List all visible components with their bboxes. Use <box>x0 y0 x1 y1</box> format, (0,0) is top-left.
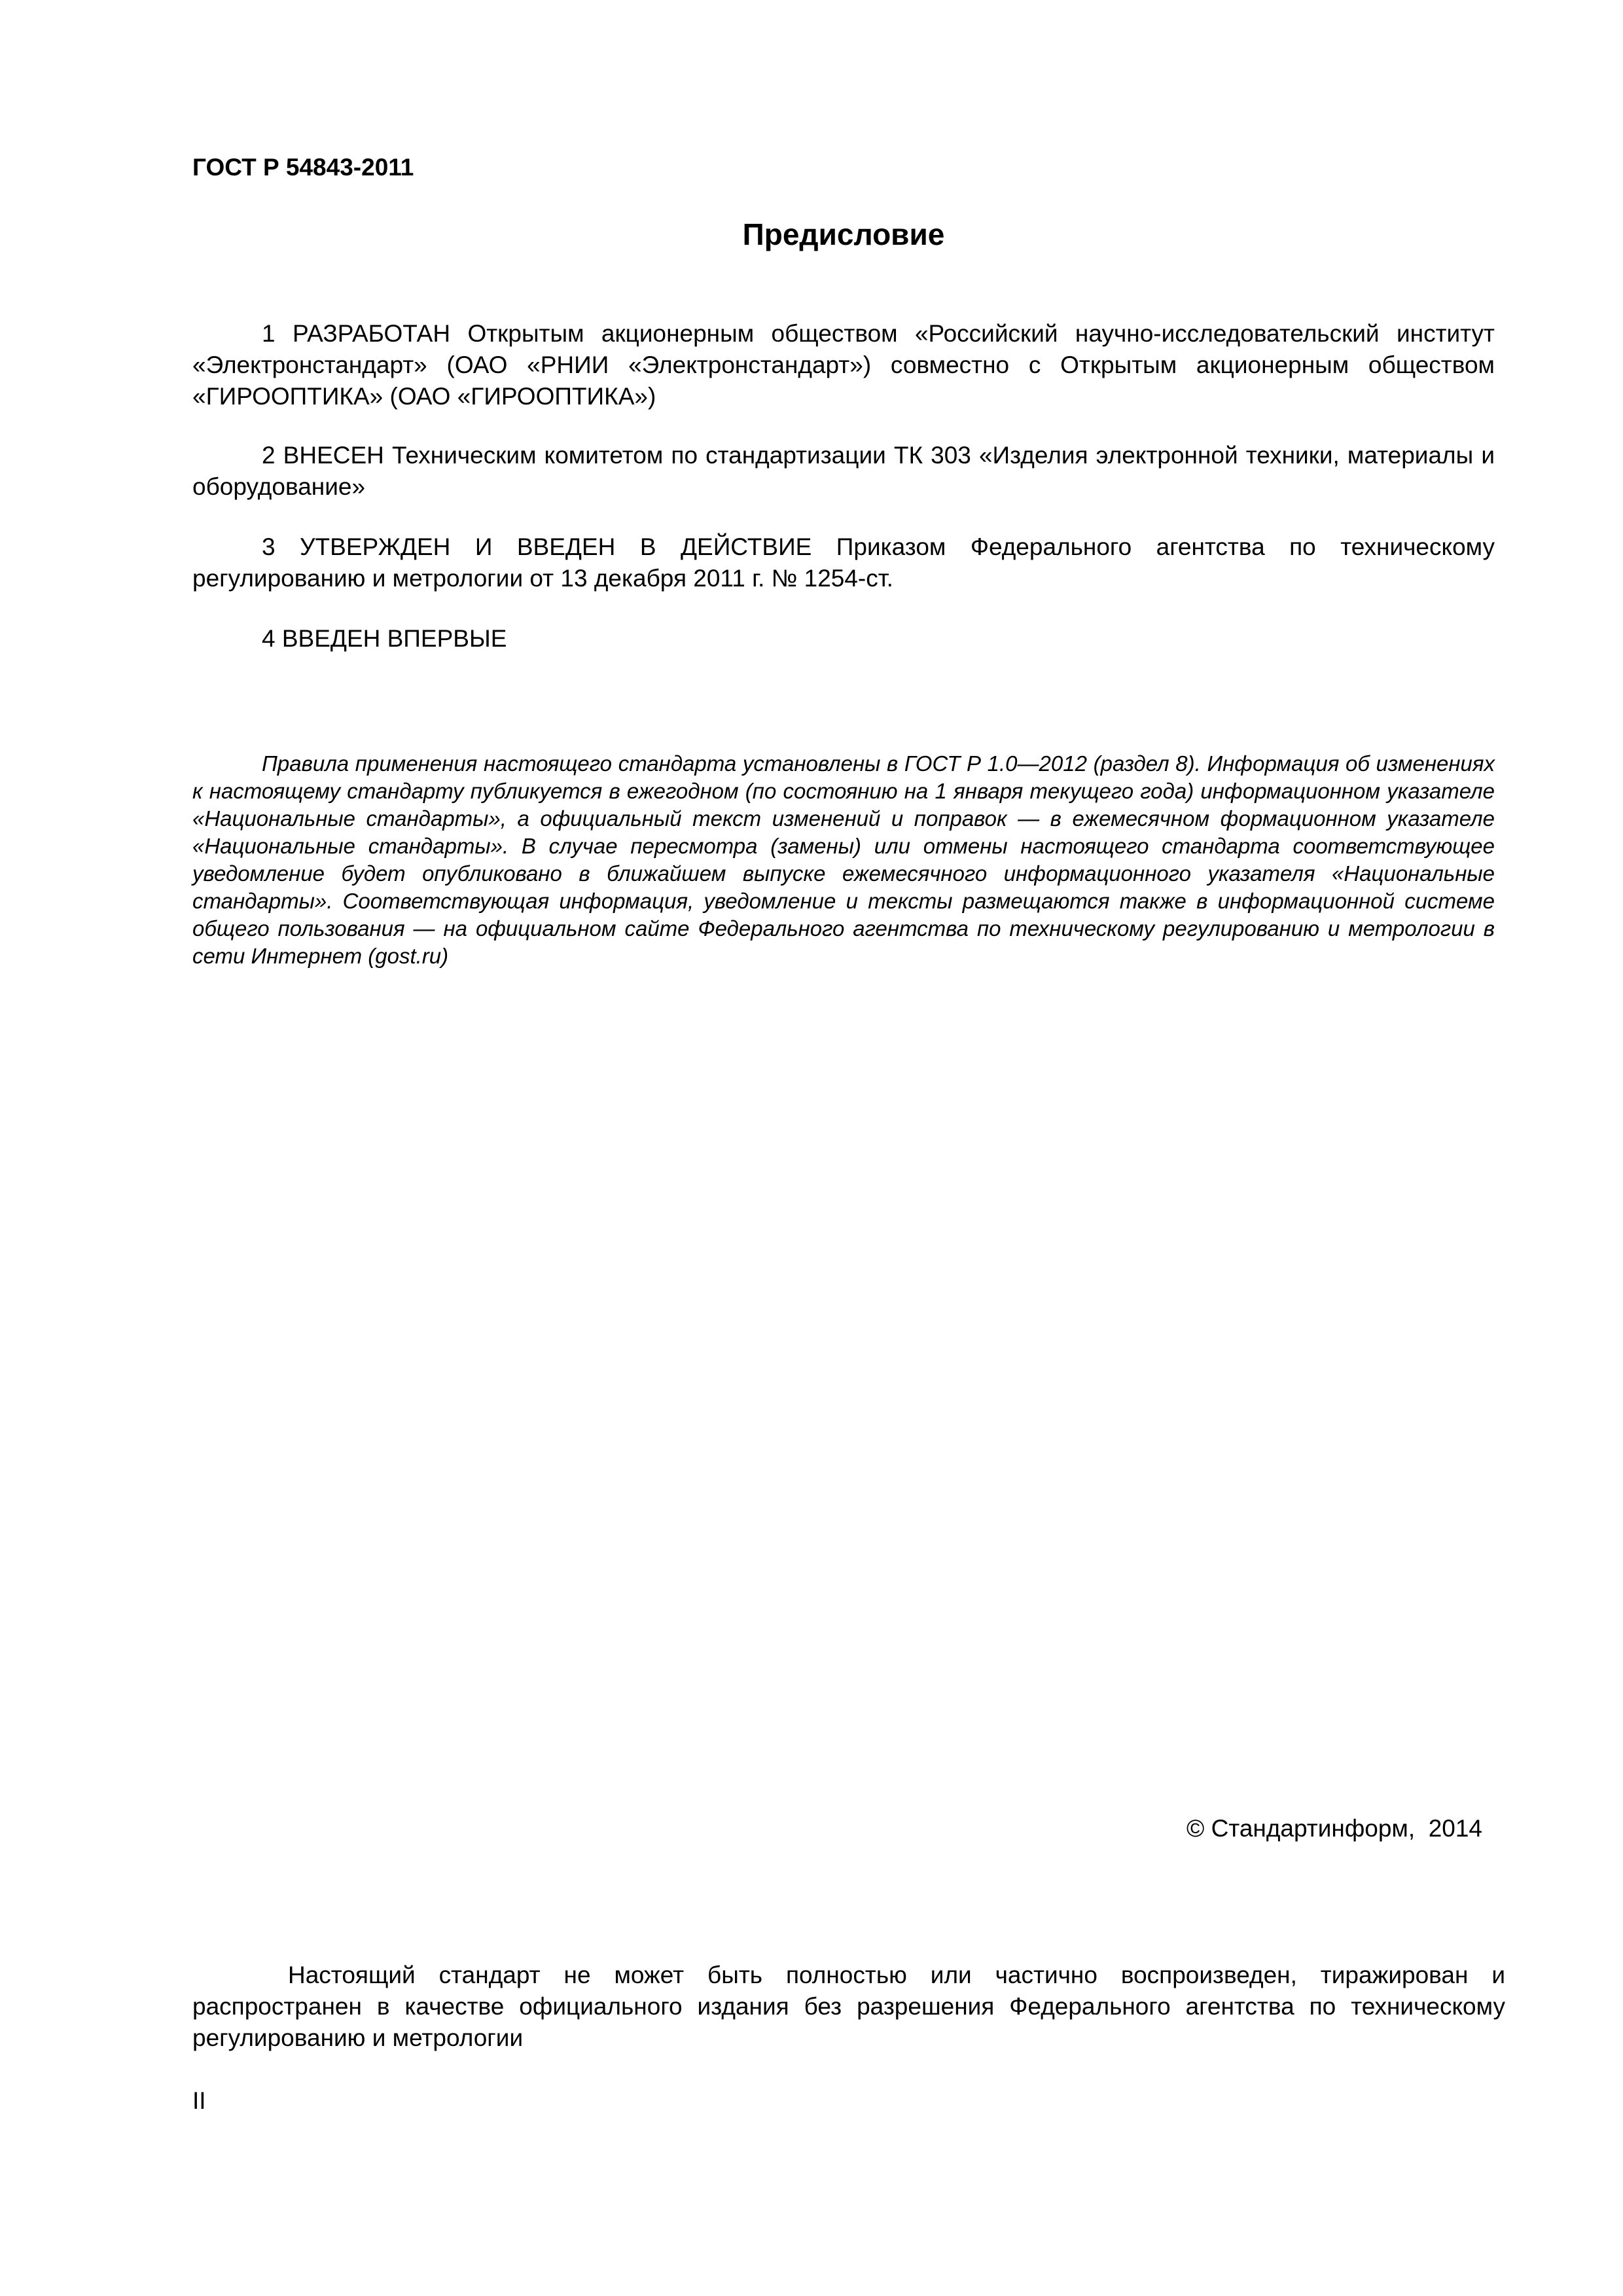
page-title: Предисловие <box>742 217 945 251</box>
foreword-item-first-introduced: 4 ВВЕДЕН ВПЕРВЫЕ <box>262 625 507 652</box>
copyright-line: © Стандартинформ, 2014 <box>1186 1815 1482 1842</box>
foreword-item-approved: 3 УТВЕРЖДЕН И ВВЕДЕН В ДЕЙСТВИЕ Приказом Федерального агентства по техническому регулированию и метрологии от 13 декабря 2011 г. № 1254-ст. <box>192 533 1495 592</box>
application-rules-note: Правила применения настоящего стандарта установлены в ГОСТ Р 1.0—2012 (раздел 8). Информация об изменениях к настоящему стандарту публикуется в ежегодном (по состоянию на 1 января текущего года) информационном указателе «Национальные стандарты», а официальный текст изменений и поправок — в ежемесячном формационном указателе «Национальные стандарты». В случае пересмотра (замены) или отмены настоящего стандарта соответствующее уведомление будет опубликовано в ближайшем выпуске ежемесячного информационного указателя «Национальные стандарты». Соответствующая информация, уведомление и тексты размещаются также в информационной системе общего пользования — на официальном сайте Федерального агентства по техническому регулированию и метрологии в сети Интернет (gost.ru) <box>192 751 1495 968</box>
reproduction-notice: Настоящий стандарт не может быть полностью или частично воспроизведен, тиражирован и распространен в качестве официального издания без разрешения Федерального агентства по техническому регулированию и метрологии <box>192 1962 1505 2051</box>
page-number: II <box>192 2087 206 2114</box>
foreword-item-introduced: 2 ВНЕСЕН Техническим комитетом по стандартизации ТК 303 «Изделия электронной техники, материалы и оборудование» <box>192 442 1495 500</box>
document-code: ГОСТ Р 54843-2011 <box>192 154 414 181</box>
foreword-item-developed: 1 РАЗРАБОТАН Открытым акционерным обществом «Российский научно-исследовательский институт «Электронстандарт» (ОАО «РНИИ «Электронстандарт») совместно с Открытым акционерным обществом «ГИРООПТИКА» (ОАО «ГИРООПТИКА») <box>192 320 1495 410</box>
